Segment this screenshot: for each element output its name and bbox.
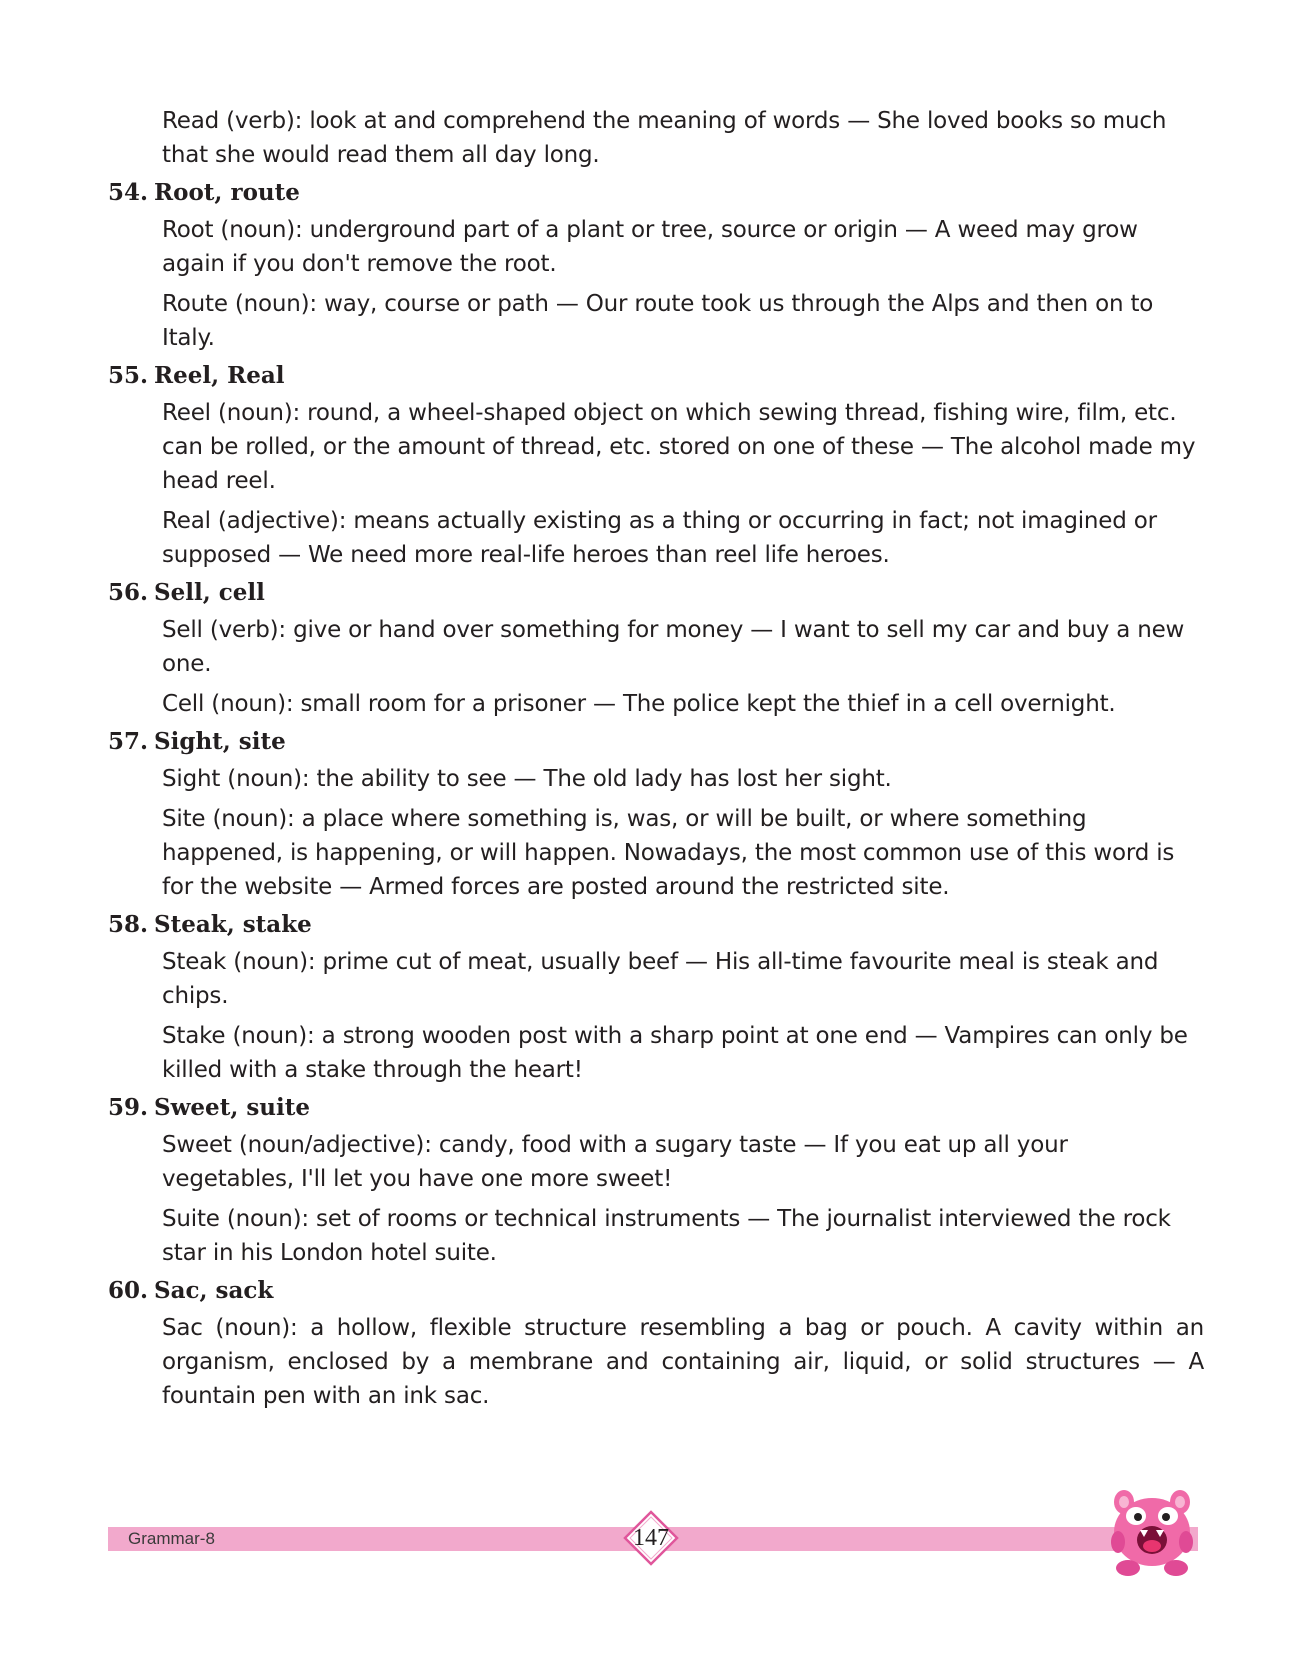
definition: Stake (noun): a strong wooden post with a sharp point at one end — Vampires can only be killed with a stake through the heart! (162, 1023, 1188, 1083)
entry-55 (108, 361, 1204, 572)
entry-heading (108, 1276, 1204, 1306)
definition: Route (noun): way, course or path — Our route took us through the Alps and then on to Italy. (162, 291, 1154, 351)
entry-title: Sell, cell (154, 579, 265, 606)
entry-heading (108, 578, 1204, 608)
entry-57 (108, 727, 1204, 904)
definition: Real (adjective): means actually existing as a thing or occurring in fact; not imagined or supposed — We need more real-life heroes than reel life heroes. (162, 508, 1157, 568)
entry-54 (108, 178, 1204, 355)
definition: Reel (noun): round, a wheel-shaped object on which sewing thread, fishing wire, film, etc. can be rolled, or the amount of thread, etc. stored on one of these — The alcohol made my head reel. (162, 400, 1196, 494)
definition: Sight (noun): the ability to see — The old lady has lost her sight. (162, 766, 892, 792)
entry-number: 58. (108, 911, 149, 938)
entry-title: Reel, Real (154, 362, 285, 389)
page-number: 147 (633, 1525, 669, 1551)
page-content (108, 104, 1204, 1419)
pink-monster-mascot-icon (1106, 1480, 1198, 1580)
entry-heading (108, 361, 1204, 391)
entry-number: 57. (108, 728, 149, 755)
entry-heading (108, 727, 1204, 757)
entry-title: Sight, site (154, 728, 286, 755)
definition: Root (noun): underground part of a plant or tree, source or origin — A weed may grow again if you don't remove the root. (162, 217, 1138, 277)
entry-title: Root, route (154, 179, 300, 206)
entry-59 (108, 1093, 1204, 1270)
entry-heading (108, 178, 1204, 208)
entry-56 (108, 578, 1204, 721)
intro-definition: Read (verb): look at and comprehend the meaning of words — She loved books so much that she would read them all day long. (162, 108, 1167, 168)
entry-heading (108, 910, 1204, 940)
definition: Sell (verb): give or hand over something for money — I want to sell my car and buy a new one. (162, 617, 1185, 677)
entry-title: Sac, sack (154, 1277, 274, 1304)
definition: Sac (noun): a hollow, flexible structure resembling a bag or pouch. A cavity within an organism, enclosed by a membrane and containing air, liquid, or solid structures — A fountain pen with an ink sac. (162, 1315, 1204, 1409)
entry-number: 56. (108, 579, 149, 606)
book-label: Grammar-8 (128, 1529, 215, 1548)
entry-58 (108, 910, 1204, 1087)
definition: Steak (noun): prime cut of meat, usually beef — His all-time favourite meal is steak and chips. (162, 949, 1159, 1009)
entry-heading (108, 1093, 1204, 1123)
entry-number: 55. (108, 362, 149, 389)
entry-number: 60. (108, 1277, 149, 1304)
definition: Sweet (noun/adjective): candy, food with a sugary taste — If you eat up all your vegetables, I'll let you have one more sweet! (162, 1132, 1068, 1192)
entry-title: Sweet, suite (154, 1094, 310, 1121)
definition: Suite (noun): set of rooms or technical instruments — The journalist interviewed the rock star in his London hotel suite. (162, 1206, 1171, 1266)
entry-title: Steak, stake (154, 911, 312, 938)
entry-number: 59. (108, 1094, 149, 1121)
entry-60 (108, 1276, 1204, 1413)
entry-number: 54. (108, 179, 149, 206)
definition: Site (noun): a place where something is, was, or will be built, or where something happened, is happening, or will happen. Nowadays, the most common use of this word is for the website — Armed forces are posted around the restricted site. (162, 806, 1175, 900)
definition: Cell (noun): small room for a prisoner — The police kept the thief in a cell overnight. (162, 691, 1116, 717)
